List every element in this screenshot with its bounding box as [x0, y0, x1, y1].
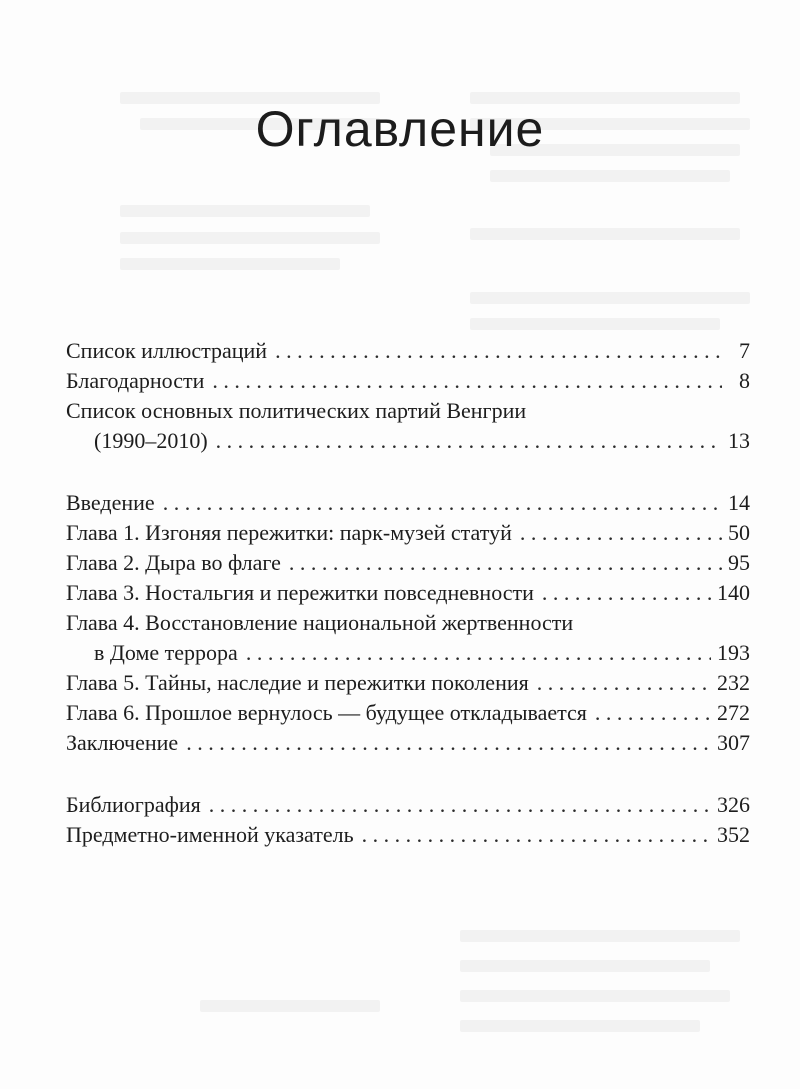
- dot-leader: [595, 698, 711, 728]
- toc-entry-label: Глава 2. Дыра во флаге: [66, 550, 281, 575]
- toc-entry-page: 326: [717, 792, 750, 817]
- toc-entry-label: Глава 5. Тайны, наследие и пережитки поколения: [66, 670, 529, 695]
- toc-entry-label-line1: Список основных политических партий Венгрии: [66, 398, 527, 423]
- toc-entry-page: 14: [728, 490, 750, 515]
- toc-entry-label: Благодарности: [66, 368, 205, 393]
- toc-entry-label: Глава 1. Изгоняя пережитки: парк-музей статуй: [66, 520, 512, 545]
- toc-entry-label: Список иллюстраций: [66, 338, 268, 363]
- toc-entry: [66, 548, 750, 578]
- dot-leader: [362, 820, 711, 850]
- toc-entry-page: 352: [717, 822, 750, 847]
- toc-entry: [66, 396, 750, 456]
- dot-leader: [537, 668, 711, 698]
- dot-leader: [209, 790, 711, 820]
- toc-entry-page: 50: [728, 520, 750, 545]
- table-of-contents: [66, 336, 750, 850]
- toc-entry: [66, 728, 750, 758]
- section-gap: [66, 456, 750, 488]
- dot-leader: [275, 336, 722, 366]
- toc-entry-page: 307: [717, 730, 750, 755]
- dot-leader: [186, 728, 711, 758]
- dot-leader: [246, 638, 711, 668]
- toc-entry-label: Предметно-именной указатель: [66, 822, 354, 847]
- toc-entry-page: 7: [739, 338, 750, 363]
- dot-leader: [289, 548, 722, 578]
- dot-leader: [542, 578, 711, 608]
- page-title: Оглавление: [255, 101, 545, 157]
- toc-entry-page: 232: [717, 670, 750, 695]
- toc-entry: [66, 336, 750, 366]
- toc-entry-page: 8: [739, 368, 750, 393]
- toc-entry-label: Глава 3. Ностальгия и пережитки повседневности: [66, 580, 534, 605]
- toc-entry: [66, 820, 750, 850]
- toc-entry-label: Заключение: [66, 730, 179, 755]
- dot-leader: [163, 488, 722, 518]
- toc-entry-label-line1: Глава 4. Восстановление национальной жертвенности: [66, 610, 574, 635]
- toc-entry: [66, 608, 750, 668]
- toc-entry-page: 95: [728, 550, 750, 575]
- toc-entry-label: Библиография: [66, 792, 201, 817]
- toc-entry-label-line2: (1990–2010): [94, 428, 208, 453]
- toc-entry-page: 193: [717, 640, 750, 665]
- toc-entry: [66, 698, 750, 728]
- toc-entry-label: Введение: [66, 490, 155, 515]
- toc-entry-label: Глава 6. Прошлое вернулось — будущее откладывается: [66, 700, 587, 725]
- toc-entry: [66, 668, 750, 698]
- section-gap: [66, 758, 750, 790]
- toc-entry-page: 272: [717, 700, 750, 725]
- toc-entry-label-line2: в Доме террора: [94, 640, 238, 665]
- toc-entry: [66, 488, 750, 518]
- dot-leader: [216, 426, 722, 456]
- toc-entry: [66, 578, 750, 608]
- toc-entry-page: 13: [728, 428, 750, 453]
- toc-entry: [66, 790, 750, 820]
- dot-leader: [520, 518, 722, 548]
- toc-entry: [66, 518, 750, 548]
- toc-entry-page: 140: [717, 580, 750, 605]
- toc-entry: [66, 366, 750, 396]
- dot-leader: [212, 366, 722, 396]
